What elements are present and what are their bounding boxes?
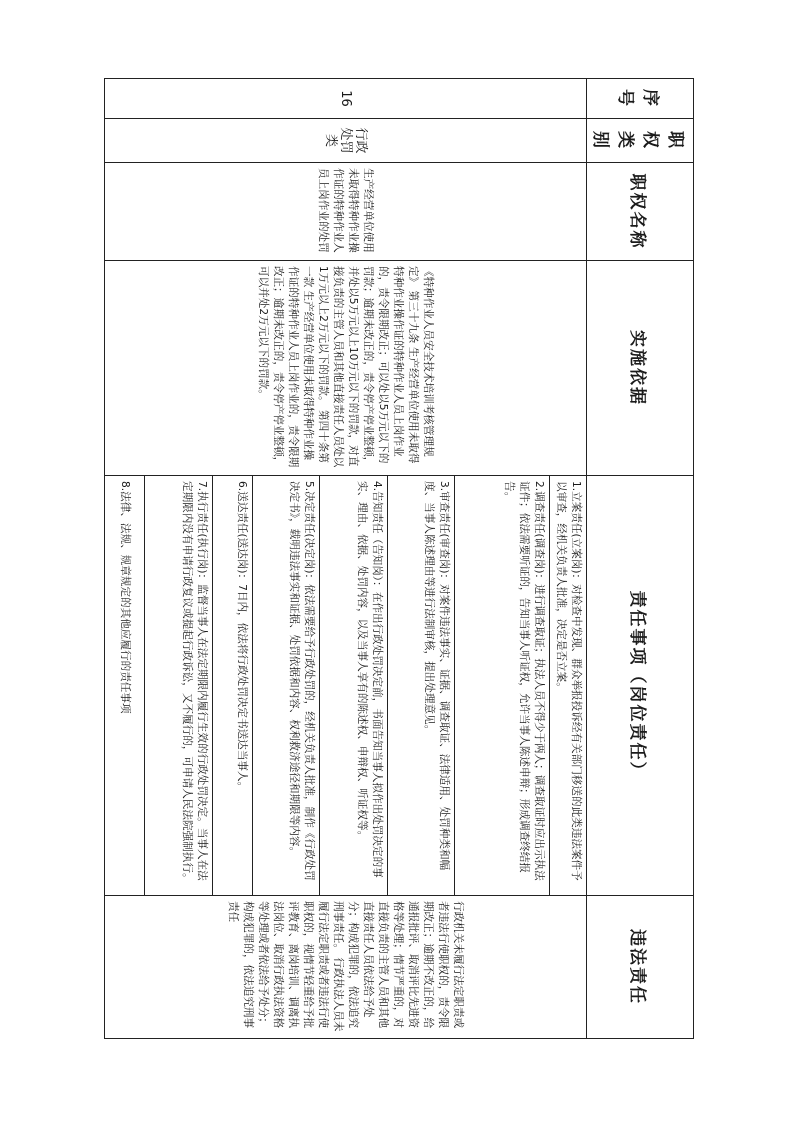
header-liability: 违法责任 [587, 896, 694, 1039]
header-row [587, 79, 694, 1039]
duty-row-1 [550, 79, 587, 1039]
row-category: 行政处罚类 [105, 119, 587, 163]
row-liability: 行政机关未履行法定职责或者违法行使职权的，责令限期改正；逾期不改正的，给通报批评、取消评比先进资格等处理；情节严重的，对直接负责的主管人员和其他直接责任人员依法给予处分；构成犯罪的，依法追究刑事责任。 行政执法人员未履行法定职责或者违法行使职权的，视情节轻重给予批评教育、离岗培训、调离执法岗位、取消行政执法资格等处理或者依法给予处分；构成犯罪的，依法追究刑事责任 [105, 896, 587, 1039]
duty-item: 6.送达责任(送达岗)：7日内，依法将行政处罚决定书送达当事人。 [212, 476, 252, 896]
header-duty: 责任事项（岗位责任） [587, 476, 694, 896]
duty-item: 4.告知责任（告知岗）：在作出行政处罚决定前，书面告知当事人拟作出处罚决定的事实、理由、依据、处罚内容，以及当事人享有的陈述权、申辩权、听证权等。 [320, 476, 387, 896]
row-power-name: 生产经营单位使用未取得特种作业操作证的特种作业人员上岗作业的处罚 [105, 163, 587, 261]
duty-item: 1.立案责任(立案岗)：对检查中发现、群众举报投诉经有关部门移送的此类违法案件予以审查，经机关负责人批准，决定是否立案。 [550, 476, 587, 896]
duty-item: 5.决定责任(决定岗)：依法需要给予行政处罚的，经机关负责人批准，制作《行政处罚决定书》，载明违法事实和证据、处罚依据和内容、权利救济途径和期限等内容。 [252, 476, 319, 896]
rotated-table-container [104, 78, 694, 1038]
duty-item: 2.调查责任(调查岗)：进行调查取证；执法人员不得少于两人；调查取证时应出示执法证件；依法需要听证的，告知当事人听证权，允许当事人陈述申辩；形成调查终结报告。 [455, 476, 550, 896]
power-duty-table [104, 78, 694, 1039]
header-seq: 序号 [587, 79, 694, 119]
duty-item: 3.审查责任(审查岗)：对案件违法事实、证据、调查取证、法律适用、处罚种类和幅度、当事人陈述理由等进行法制审核，提出处理意见。 [387, 476, 454, 896]
row-seq: 16 [105, 79, 587, 119]
duty-item: 8.法律、法规、规章规定的其他应履行的责任事项 [105, 476, 145, 896]
header-category: 职权类别 [587, 119, 694, 163]
header-basis: 实施依据 [587, 261, 694, 476]
row-basis: 《特种作业人员安全技术培训考核管理规定》 第三十九条 生产经营单位使用未取得特种作业操作证的特种作业人员上岗作业的，责令限期改正；可以处以5万元以下的罚款；逾期未改正的，责令停产停业整顿，并处以5万元以上10万元以下的罚款，对直接负责的主管人员和其他直接责任人员处以1万元以上2万元以下的罚款。 第四十条第一款 生产经营单位使用未取得特种作业操作证的特种作业人员上岗作业的，责令限期改正；逾期未改正的，责令停产停业整顿，可以并处2万元以下的罚款。 [105, 261, 587, 476]
header-name: 职权名称 [587, 163, 694, 261]
duty-item: 7.执行责任(执行岗)：监督当事人在法定期限内履行生效的行政处罚决定。当事人在法定期限内没有申请行政复议或提起行政诉讼，又不履行的，可申请人民法院强制执行。 [145, 476, 212, 896]
